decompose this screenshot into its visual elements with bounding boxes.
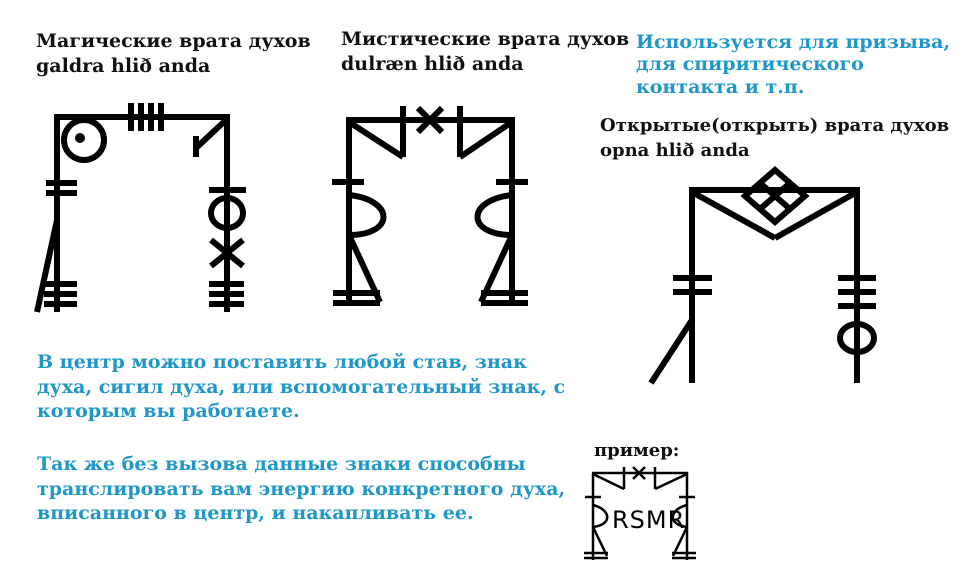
gate2-subtitle: dulræn hlið anda (341, 53, 524, 75)
magic-gate-figure (37, 103, 246, 312)
gate1-subtitle: galdra hlið anda (36, 55, 211, 77)
center-note: В центр можно поставить любой став, знак духа, сигил духа, или вспомогательный знак, с которым вы работаете. (37, 351, 566, 423)
example-label: пример: (594, 440, 680, 461)
gate1-title: Магические врата духов (36, 30, 311, 52)
example-sigil-text: RSMR (612, 506, 686, 534)
mystic-gate-figure (332, 106, 528, 304)
transmit-note: Так же без вызова данные знаки способны транслировать вам энергию конкретного духа, вписанного в центр, и накапливать ее. (37, 453, 566, 525)
usage-note: Используется для призыва, для спиритического контакта и т.п. (636, 31, 951, 98)
gate2-title: Мистические врата духов (341, 28, 630, 50)
open-gate-figure (651, 170, 876, 383)
gate3-subtitle: opna hlið anda (600, 140, 750, 161)
gate3-title: Открытые(открыть) врата духов (600, 115, 950, 136)
